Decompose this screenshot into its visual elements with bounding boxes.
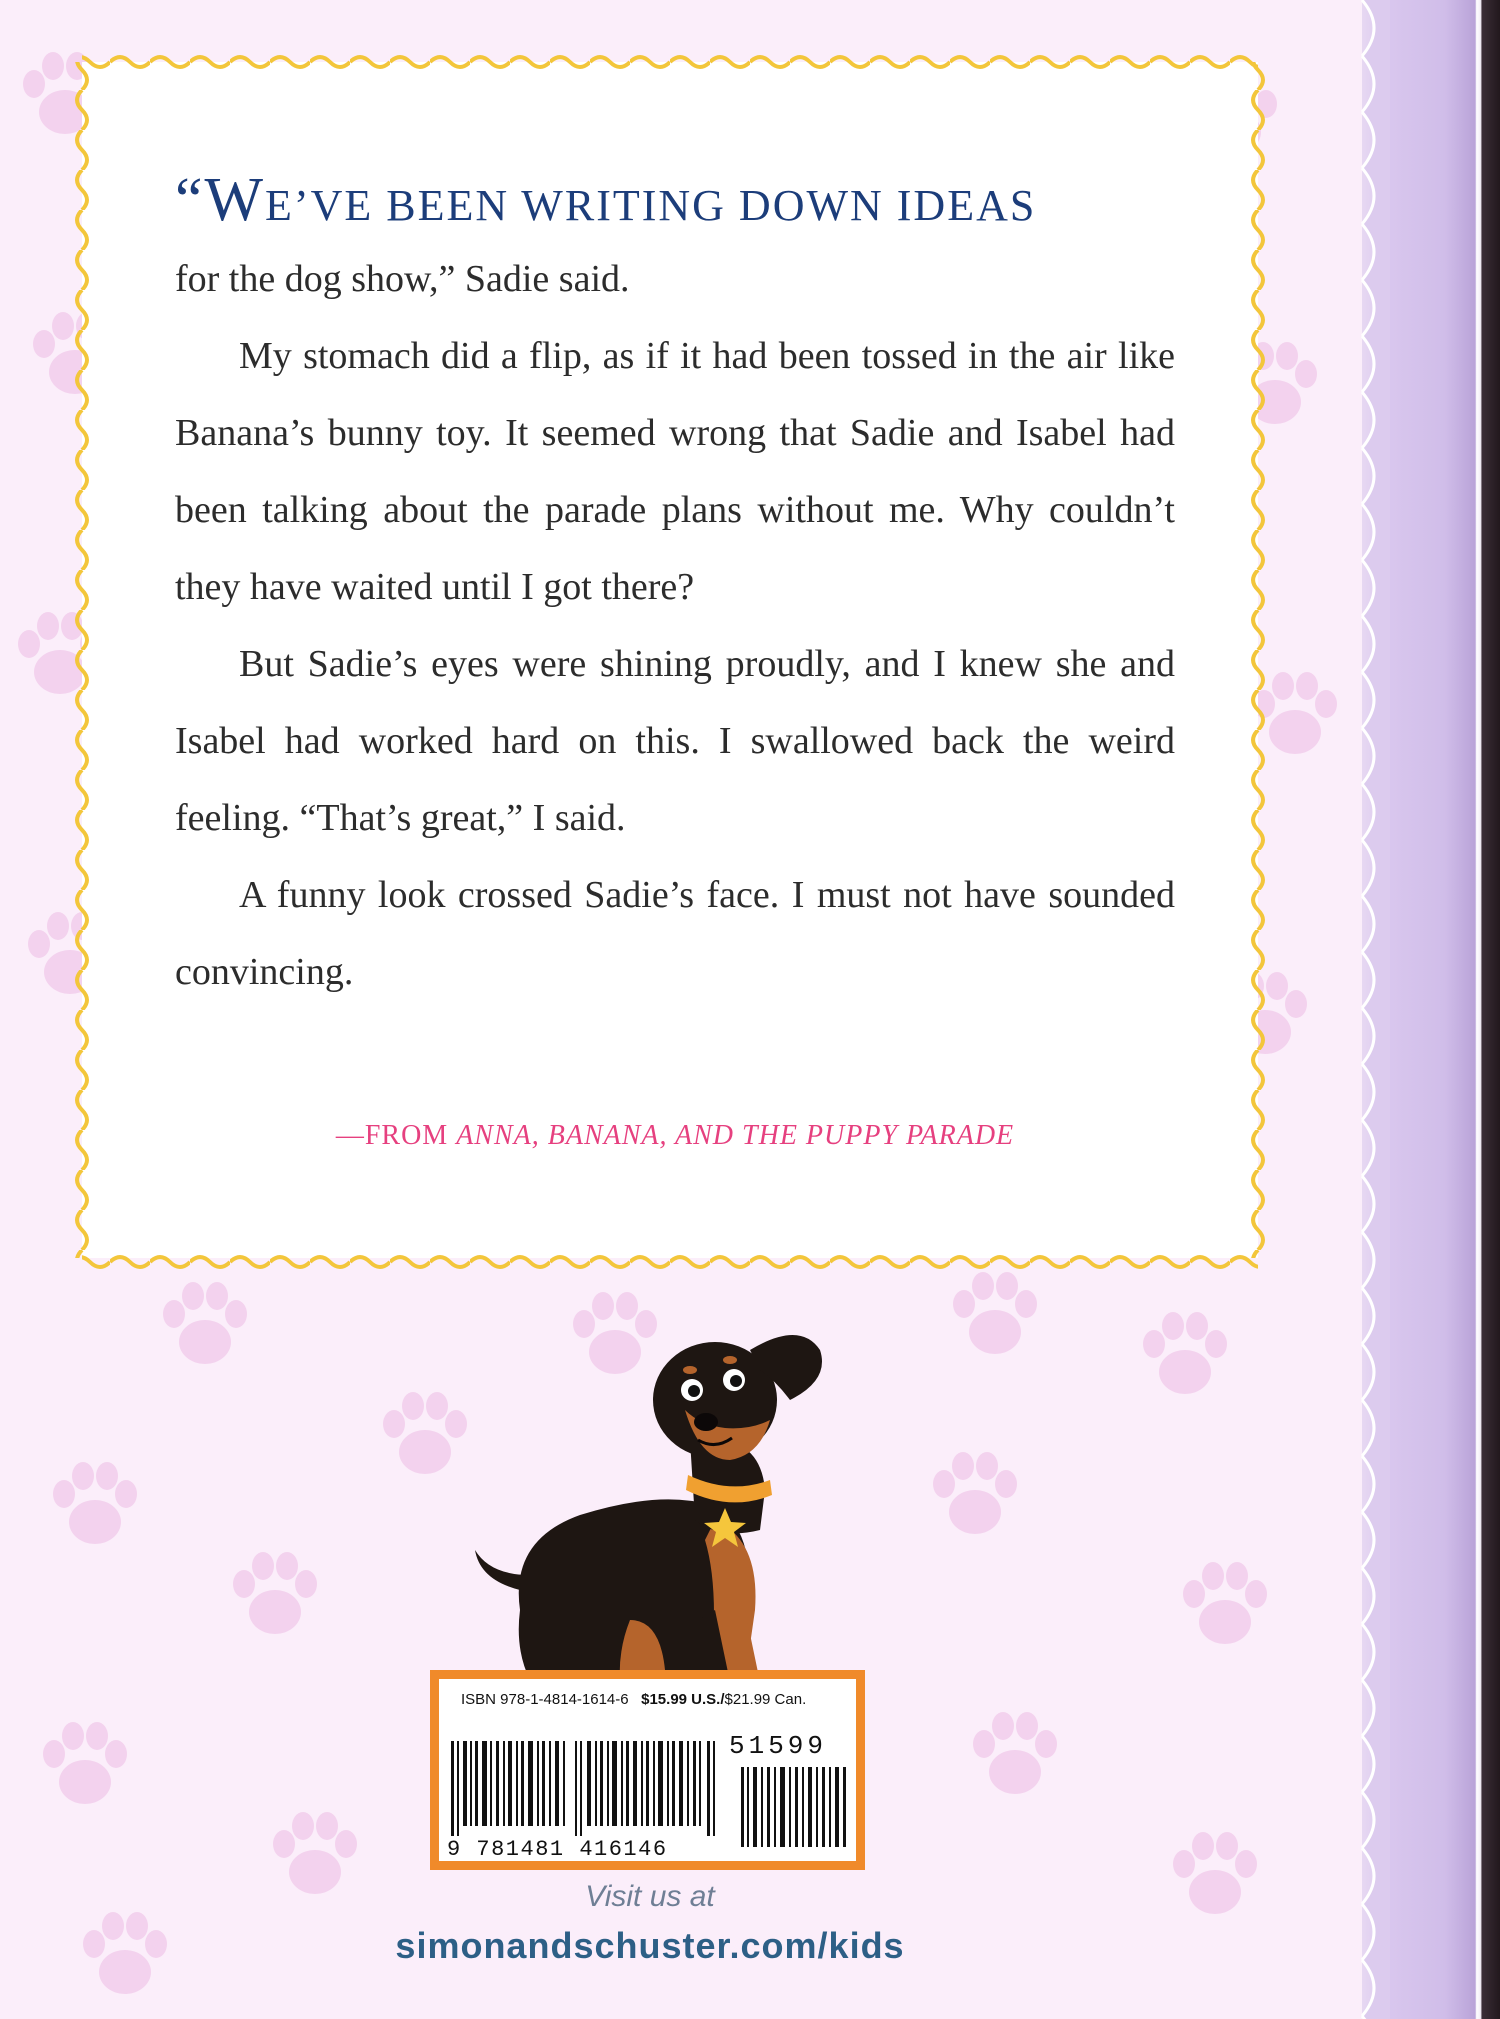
price-us: $15.99 U.S./ [641, 1691, 725, 1708]
drop-letter: “W [175, 166, 266, 234]
excerpt-lead [175, 165, 1175, 241]
excerpt-attribution [175, 1120, 1175, 1152]
paw-print-icon [1130, 1300, 1240, 1410]
barcode-box [430, 1670, 865, 1870]
publisher-url[interactable]: simonandschuster.com/kids [395, 1925, 905, 1966]
lead-small-caps: E’VE BEEN WRITING DOWN IDEAS [265, 181, 1037, 230]
paw-print-icon [960, 1700, 1070, 1810]
paw-print-icon [920, 1440, 1030, 1550]
paw-print-icon [30, 1710, 140, 1820]
paw-print-icon [940, 1260, 1050, 1370]
book-title: ANNA, BANANA, AND THE PUPPY PARADE [456, 1120, 1015, 1151]
paw-print-icon [150, 1270, 260, 1380]
spine-scallop-edge [1330, 0, 1390, 2019]
book-excerpt [175, 165, 1175, 1011]
isbn-price-line [461, 1691, 806, 1708]
price-code: 51599 [729, 1731, 828, 1761]
isbn-label: ISBN 978-1-4814-1614-6 [461, 1691, 629, 1708]
visit-us-text: Visit us at [585, 1880, 715, 1913]
excerpt-paragraph: for the dog show,” Sadie said. [175, 258, 630, 300]
paw-print-icon [70, 1900, 180, 2010]
attribution-prefix: —FROM [335, 1120, 457, 1151]
excerpt-paragraph: A funny look crossed Sadie’s face. I must not have sounded convincing. [175, 874, 1175, 993]
paw-print-icon [260, 1800, 370, 1910]
paw-print-icon [220, 1540, 330, 1650]
isbn-barcode [449, 1741, 719, 1836]
paw-print-icon [1170, 1550, 1280, 1660]
dachshund-illustration [460, 1290, 860, 1690]
excerpt-paragraph: My stomach did a flip, as if it had been tossed in the air like Banana’s bunny toy. It seemed wrong that Sadie and Isabel had been talking about the parade plans without me. Why couldn’t they have waited until I got there? [175, 335, 1175, 608]
price-barcode [739, 1767, 849, 1847]
paw-print-icon [40, 1450, 150, 1560]
paw-print-icon [1160, 1820, 1270, 1930]
price-can: $21.99 Can. [724, 1691, 807, 1708]
isbn-digits: 9 781481 416146 [447, 1837, 668, 1862]
excerpt-paragraph: But Sadie’s eyes were shining proudly, and I knew she and Isabel had worked hard on this. I swallowed back the weird feeling. “That’s great,” I said. [175, 643, 1175, 839]
